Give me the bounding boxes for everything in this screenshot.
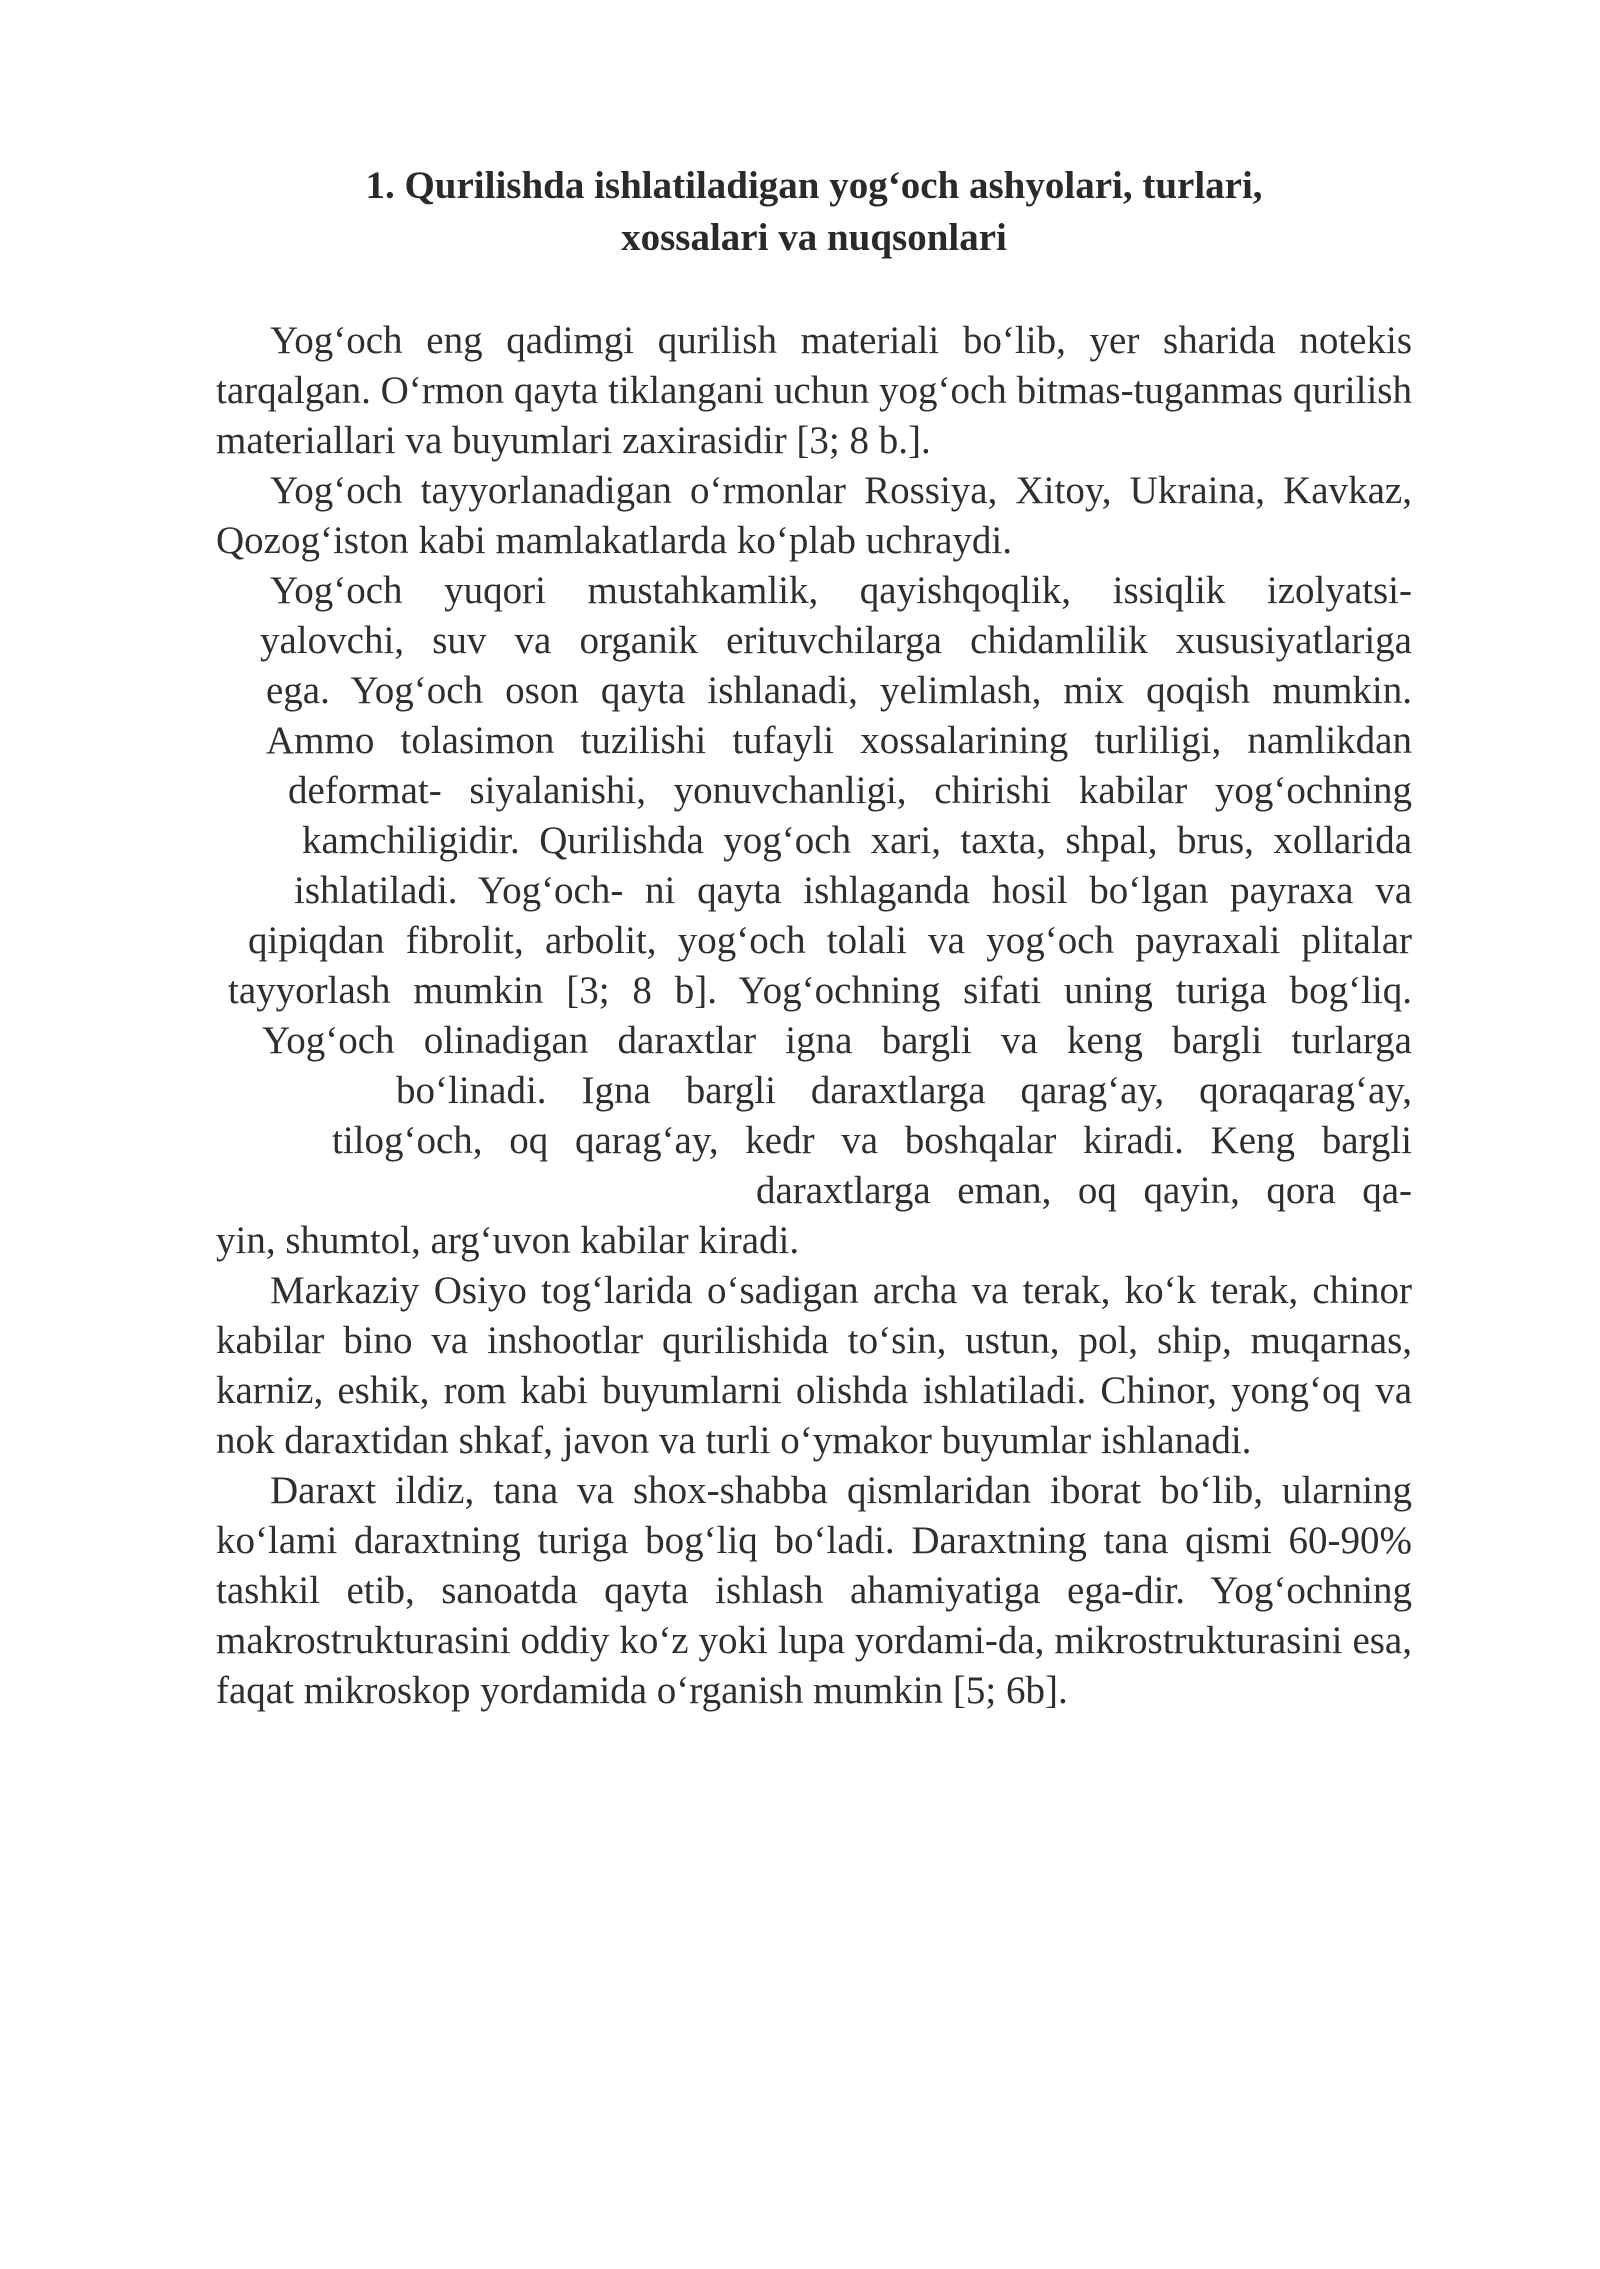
paragraph-3-line: bo‘linadi. Igna bargli daraxtlarga qarag‘ay, qoraqarag‘ay, xyxy=(396,1069,1412,1112)
paragraph-3-line: deformat- siyalanishi, yonuvchanligi, chirishi kabilar yog‘ochning xyxy=(288,769,1412,812)
section-heading xyxy=(216,160,1412,264)
paragraph-3-line: yin, shumtol, arg‘uvon kabilar kiradi. xyxy=(216,1219,800,1262)
section-heading-line-2: xossalari va nuqsonlari xyxy=(621,216,1007,259)
paragraph-3-line: kamchiligidir. Qurilishda yog‘och xari, taxta, shpal, brus, xollarida xyxy=(302,819,1412,862)
paragraph-3-line: Ammo tolasimon tuzilishi tufayli xossalarining turliligi, namlikdan xyxy=(266,719,1412,762)
paragraph-3-line: ishlatiladi. Yog‘och- ni qayta ishlaganda hosil bo‘lgan payraxa va xyxy=(294,869,1412,912)
paragraph-3-line: qipiqdan fibrolit, arbolit, yog‘och tolali va yog‘och payraxali plitalar xyxy=(248,919,1412,962)
paragraph-2: Yog‘och tayyorlanadigan o‘rmonlar Rossiya, Xitoy, Ukraina, Kavkaz, Qozog‘iston kabi mamlakatlarda ko‘plab uchraydi. xyxy=(216,469,1412,562)
paragraph-3 xyxy=(216,566,1412,1266)
paragraph-3-line: ega. Yog‘och oson qayta ishlanadi, yelimlash, mix qoqish mumkin. xyxy=(266,669,1412,712)
paragraph-4: Markaziy Osiyo tog‘larida o‘sadigan archa va terak, ko‘k terak, chinor kabilar bino va inshootlar qurilishida to‘sin, ustun, pol, ship, muqarnas, karniz, eshik, rom kabi buyumlarni olishda ishlatiladi. Chinor, yong‘oq va nok daraxtidan shkaf, javon va turli o‘ymakor buyumlar ishlanadi. xyxy=(216,1269,1412,1462)
paragraph-5: Daraxt ildiz, tana va shox-shabba qismlaridan iborat bo‘lib, ularning ko‘lami daraxtning turiga bog‘liq bo‘ladi. Daraxtning tana qismi 60-90% tashkil etib, sanoatda qayta ishlash ahamiyatiga ega-dir. Yog‘ochning makrostrukturasini oddiy ko‘z yoki lupa yordami-da, mikrostrukturasini esa, faqat mikroskop yordamida o‘rganish mumkin [5; 6b]. xyxy=(216,1469,1412,1712)
paragraph-1: Yog‘och eng qadimgi qurilish materiali bo‘lib, yer sharida notekis tarqalgan. O‘rmon qayta tiklangani uchun yog‘och bitmas-tuganmas qurilish materiallari va buyumlari zaxirasidir [3; 8 b.]. xyxy=(216,319,1412,462)
section-heading-line-1: 1. Qurilishda ishlatiladigan yog‘och ashyolari, turlari, xyxy=(365,164,1263,207)
paragraph-3-line: yalovchi, suv va organik erituvchilarga chidamlilik xususiyatlariga xyxy=(260,619,1412,662)
paragraph-3-line: daraxtlarga eman, oq qayin, qora qa- xyxy=(756,1169,1412,1212)
paragraph-3-line: tilog‘och, oq qarag‘ay, kedr va boshqalar kiradi. Keng bargli xyxy=(332,1119,1412,1162)
paragraph-3-line: tayyorlash mumkin [3; 8 b]. Yog‘ochning sifati uning turiga bog‘liq. xyxy=(228,969,1412,1012)
paragraph-3-line: Yog‘och yuqori mustahkamlik, qayishqoqlik, issiqlik izolyatsi- xyxy=(270,569,1412,612)
document-page xyxy=(216,160,1412,1716)
paragraph-3-line: Yog‘och olinadigan daraxtlar igna bargli va keng bargli turlarga xyxy=(262,1019,1412,1062)
